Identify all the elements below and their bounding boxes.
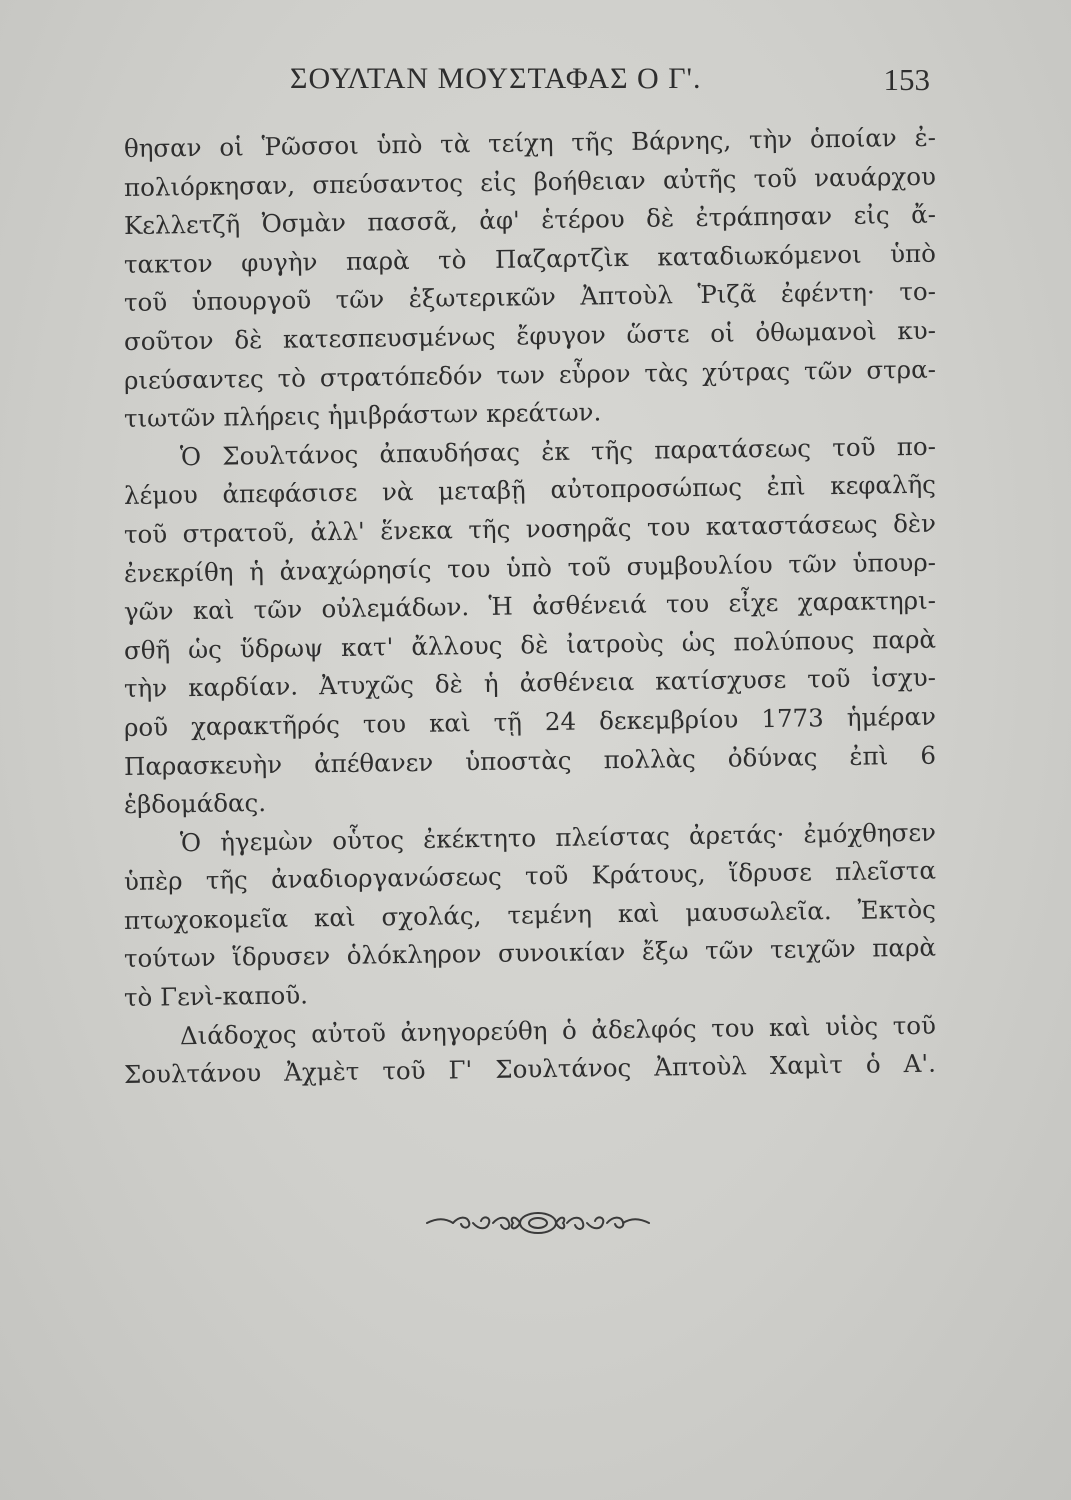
- text-line: ριεύσαντες τὸ στρατόπεδόν των εὗρον τὰς χύτρας τῶν στρα-: [123, 354, 937, 395]
- text-line: πολιόρκησαν, σπεύσαντος εἰς βοήθειαν αὐτῆς τοῦ ναυάρχου: [123, 161, 937, 202]
- body-text: [123, 122, 937, 1095]
- text-line: τοῦ στρατοῦ, ἀλλ' ἕνεκα τῆς νοσηρᾶς του καταστάσεως δὲν: [123, 508, 937, 549]
- text-line: ἐνεκρίθη ἡ ἀναχώρησίς του ὑπὸ τοῦ συμβουλίου τῶν ὑπουρ-: [123, 547, 937, 588]
- text-line: Κελλετζῆ Ὀσμὰν πασσᾶ, ἀφ' ἑτέρου δὲ ἐτράπησαν εἰς ἄ-: [123, 199, 937, 241]
- running-title: ΣΟΥΛΤΑΝ ΜΟΥΣΤΑΦΑΣ Ο Γ'.: [290, 62, 702, 95]
- running-head: [130, 62, 930, 106]
- text-line: ροῦ χαρακτῆρός του καὶ τῇ 24 δεκεμβρίου 1773 ἡμέραν: [123, 701, 937, 742]
- text-line: Σουλτάνου Ἀχμὲτ τοῦ Γ' Σουλτάνος Ἀπτοὺλ Χαμὶτ ὁ Α'.: [123, 1048, 937, 1090]
- text-line: Ὁ ἡγεμὼν οὗτος ἐκέκτητο πλείστας ἀρετάς· ἐμόχθησεν: [179, 817, 937, 857]
- text-line: τὴν καρδίαν. Ἀτυχῶς δὲ ἡ ἀσθένεια κατίσχυσε τοῦ ἰσχυ-: [123, 662, 937, 704]
- text-line: Διάδοχος αὐτοῦ ἀνηγορεύθη ὁ ἀδελφός του καὶ υἱὸς τοῦ: [179, 1010, 937, 1050]
- text-line: Ὁ Σουλτάνος ἀπαυδήσας ἐκ τῆς παρατάσεως τοῦ πο-: [179, 431, 937, 471]
- text-line: πτωχοκομεῖα καὶ σχολάς, τεμένη καὶ μαυσωλεῖα. Ἐκτὸς: [123, 894, 937, 935]
- text-line: τιωτῶν πλήρεις ἡμιβράστων κρεάτων.: [123, 397, 602, 434]
- text-line: τοῦ ὑπουργοῦ τῶν ἐξωτερικῶν Ἀπτοὺλ Ῥιζᾶ ἐφέντη· το-: [123, 277, 937, 318]
- text-line: γῶν καὶ τῶν οὐλεμάδων. Ἡ ἀσθένειά του εἶχε χαρακτηρι-: [123, 585, 937, 627]
- text-line: τακτον φυγὴν παρὰ τὸ Παζαρτζὶκ καταδιωκόμενοι ὑπὸ: [123, 238, 937, 279]
- page-number: 153: [883, 62, 930, 97]
- fleuron-tailpiece-icon: [423, 1208, 653, 1238]
- text-line: λέμου ἀπεφάσισε νὰ μεταβῇ αὐτοπροσώπως ἐπὶ κεφαλῆς: [123, 470, 937, 511]
- text-line: θησαν οἱ Ῥῶσσοι ὑπὸ τὰ τείχη τῆς Βάρνης, τὴν ὁποίαν ἐ-: [123, 122, 937, 163]
- text-line: τούτων ἵδρυσεν ὁλόκληρον συνοικίαν ἔξω τῶν τειχῶν παρὰ: [123, 933, 937, 974]
- text-line: ὑπὲρ τῆς ἀναδιοργανώσεως τοῦ Κράτους, ἵδρυσε πλεῖστα: [123, 855, 937, 897]
- text-line: τὸ Γενὶ-καποῦ.: [123, 980, 309, 1013]
- text-line: σοῦτον δὲ κατεσπευσμένως ἔφυγον ὥστε οἱ ὀθωμανοὶ κυ-: [123, 315, 937, 356]
- text-line: ἑβδομάδας.: [123, 788, 267, 820]
- text-line: Παρασκευὴν ἀπέθανεν ὑποστὰς πολλὰς ὀδύνας ἐπὶ 6: [123, 740, 937, 781]
- text-line: σθῆ ὡς ὕδρωψ κατ' ἄλλους δὲ ἰατροὺς ὡς πολύπους παρὰ: [123, 624, 937, 665]
